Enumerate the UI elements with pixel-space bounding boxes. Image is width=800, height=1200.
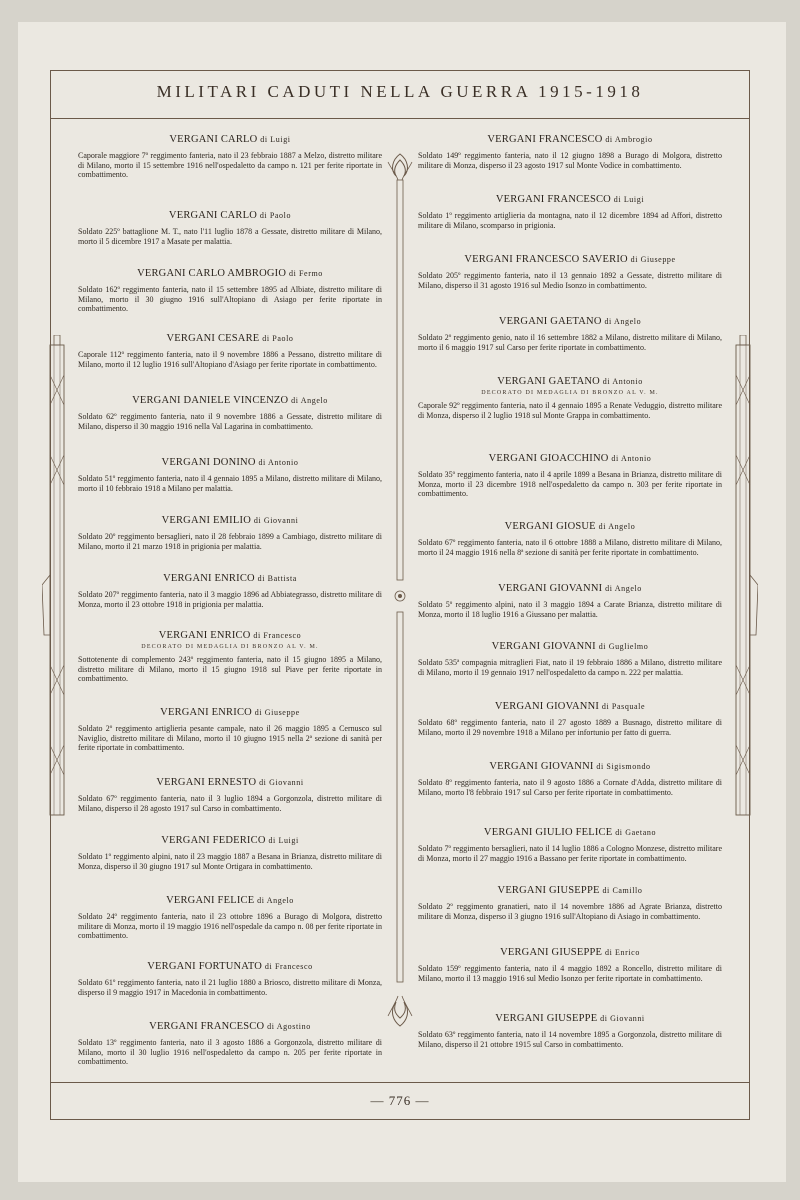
header-rule	[50, 118, 750, 119]
soldier-name	[418, 947, 722, 958]
soldier-entry	[78, 895, 382, 961]
soldier-surname: VERGANI GIOACCHINO	[488, 453, 609, 464]
soldier-entry	[78, 630, 382, 707]
soldier-patronymic: di Paolo	[262, 334, 294, 343]
soldier-surname: VERGANI CARLO AMBROGIO	[137, 268, 287, 279]
soldier-surname: VERGANI ENRICO	[163, 573, 255, 584]
soldier-description: Soldato 2º reggimento granatieri, nato il 14 novembre 1886 ad Agrate Brianza, distretto militare di Monza, disperso il 3 giugno 1916 sull'Altopiano di Asiago in combattimento.	[418, 902, 722, 921]
soldier-surname: VERGANI GIOVANNI	[489, 761, 594, 772]
soldier-description: Soldato 225º battaglione M. T., nato l'11 luglio 1878 a Gessate, distretto militare di Milano, morto il 5 dicembre 1917 a Masate per malattia.	[78, 227, 382, 246]
soldier-patronymic: di Francesco	[253, 631, 302, 640]
soldier-name	[418, 1013, 722, 1024]
soldier-description: Soldato 67º reggimento fanteria, nato il 6 ottobre 1888 a Milano, distretto militare di Milano, morto il 24 maggio 1916 nella 8ª sezione di sanità per ferite riportate in combattimento.	[418, 538, 722, 557]
soldier-patronymic: di Luigi	[260, 135, 291, 144]
soldier-patronymic: di Gaetano	[615, 828, 657, 837]
fasces-ornament-left	[42, 335, 72, 825]
soldier-name	[78, 210, 382, 221]
right-column	[418, 134, 722, 1069]
soldier-description: Soldato 51º reggimento fanteria, nato il 4 gennaio 1895 a Milano, distretto militare di Milano, morto il 10 febbraio 1918 a Milano per malattia.	[78, 474, 382, 493]
soldier-name	[78, 1021, 382, 1032]
soldier-description: Caporale 92º reggimento fanteria, nato il 4 gennaio 1895 a Renate Veduggio, distretto militare di Monza, disperso il 2 luglio 1918 sul Monte Grappa in combattimento.	[418, 401, 722, 420]
soldier-description: Soldato 35º reggimento fanteria, nato il 4 aprile 1899 a Besana in Brianza, distretto militare di Monza, morto il 23 dicembre 1918 nell'ospedaletto da campo n. 303 per ferite riportate in combattimento.	[418, 470, 722, 499]
soldier-entry	[78, 777, 382, 835]
soldier-surname: VERGANI ENRICO	[160, 707, 252, 718]
soldier-entry	[418, 701, 722, 761]
soldier-entry	[78, 835, 382, 895]
soldier-description: Caporale maggiore 7º reggimento fanteria, nato il 23 febbraio 1887 a Melzo, distretto militare di Milano, morto il 15 settembre 1916 nell'ospedaletto da campo n. 121 per ferite riportate in combattimento.	[78, 151, 382, 180]
soldier-entry	[418, 827, 722, 885]
soldier-name	[78, 134, 382, 145]
page-number: — 776 —	[370, 1093, 430, 1108]
soldier-entry	[78, 134, 382, 210]
soldier-surname: VERGANI GIUSEPPE	[497, 885, 600, 896]
soldier-surname: VERGANI FRANCESCO SAVERIO	[464, 254, 628, 265]
soldier-patronymic: di Paolo	[259, 211, 292, 220]
soldier-patronymic: di Francesco	[264, 962, 313, 971]
soldier-patronymic: di Giovanni	[253, 516, 299, 525]
soldier-description: Soldato 1º reggimento alpini, nato il 23 maggio 1887 a Besana in Brianza, distretto militare di Monza, disperso il 30 giugno 1917 sul Monte Ortigara in combattimento.	[78, 852, 382, 871]
soldier-entry	[78, 210, 382, 268]
soldier-description: Soldato 207º reggimento fanteria, nato il 3 maggio 1896 ad Abbiategrasso, distretto militare di Monza, morto il 23 ottobre 1918 in prigionia per malattia.	[78, 590, 382, 609]
soldier-surname: VERGANI GAETANO	[497, 376, 600, 387]
soldier-description: Soldato 1º reggimento artiglieria da montagna, nato il 12 dicembre 1894 ad Affori, distretto militare di Milano, scomparso in prigionia.	[418, 211, 722, 230]
soldier-entry	[418, 453, 722, 521]
soldier-name	[418, 641, 722, 652]
soldier-entry	[418, 254, 722, 316]
soldier-patronymic: di Giuseppe	[630, 255, 676, 264]
soldier-surname: VERGANI FRANCESCO	[495, 194, 611, 205]
soldier-name	[418, 701, 722, 712]
soldier-patronymic: di Camillo	[602, 886, 643, 895]
soldier-description: Soldato 68º reggimento fanteria, nato il 27 agosto 1889 a Busnago, distretto militare di Milano, morto il 29 novembre 1918 a Milano per infortunio per fatto di guerra.	[418, 718, 722, 737]
soldier-name	[78, 573, 382, 584]
soldier-surname: VERGANI GIOVANNI	[498, 583, 603, 594]
soldier-patronymic: di Antonio	[602, 377, 643, 386]
soldier-name	[418, 583, 722, 594]
soldier-description: Soldato 62º reggimento fanteria, nato il 9 novembre 1886 a Gessate, distretto militare di Milano, disperso il 30 maggio 1916 nella Val Lagarina in combattimento.	[78, 412, 382, 431]
soldier-surname: VERGANI FEDERICO	[161, 835, 266, 846]
soldier-entry	[78, 707, 382, 777]
soldier-description: Soldato 2º reggimento artiglieria pesante campale, nato il 26 maggio 1895 a Cernusco sul Naviglio, distretto militare di Milano, morto il 10 giugno 1915 nella 2ª sezione di sanità per ferite riportate in combattimento.	[78, 724, 382, 753]
soldier-name	[78, 395, 382, 406]
soldier-entry	[418, 134, 722, 194]
soldier-name	[418, 521, 722, 532]
soldier-name	[418, 827, 722, 838]
soldier-patronymic: di Giuseppe	[254, 708, 300, 717]
soldier-surname: VERGANI DANIELE VINCENZO	[132, 395, 289, 406]
soldier-name	[78, 835, 382, 846]
soldier-entry	[418, 376, 722, 453]
soldier-description: Soldato 159º reggimento fanteria, nato il 4 maggio 1892 a Roncello, distretto militare di Milano, morto il 13 maggio 1916 sul Medio Isonzo per ferite riportate in combattimento.	[418, 964, 722, 983]
soldier-surname: VERGANI CARLO	[168, 210, 257, 221]
soldier-surname: VERGANI GIUSEPPE	[500, 947, 603, 958]
soldier-entry	[78, 515, 382, 573]
soldier-description: Soldato 5º reggimento alpini, nato il 3 maggio 1894 a Carate Brianza, distretto militare di Monza, morto il 18 luglio 1916 a Giussano per malattia.	[418, 600, 722, 619]
page-title: MILITARI CADUTI NELLA GUERRA 1915-1918	[156, 82, 644, 101]
soldier-patronymic: di Fermo	[288, 269, 323, 278]
soldier-entry	[418, 885, 722, 947]
soldier-name	[78, 707, 382, 718]
soldier-name	[418, 885, 722, 896]
left-column	[78, 134, 382, 1085]
soldier-surname: VERGANI FRANCESCO	[487, 134, 603, 145]
soldier-patronymic: di Angelo	[291, 396, 328, 405]
soldier-description: Soldato 67º reggimento fanteria, nato il 3 luglio 1894 a Gorgonzola, distretto militare di Milano, disperso il 28 agosto 1917 sul Carso in combattimento.	[78, 794, 382, 813]
soldier-entry	[418, 641, 722, 701]
soldier-name	[418, 453, 722, 464]
soldier-entry	[78, 457, 382, 515]
soldier-description: Soldato 149º reggimento fanteria, nato il 12 giugno 1898 a Burago di Molgora, distretto militare di Monza, disperso il 23 agosto 1917 sul Monte Vodice in combattimento.	[418, 151, 722, 170]
soldier-description: Soldato 61º reggimento fanteria, nato il 21 luglio 1880 a Briosco, distretto militare di Monza, disperso il 9 maggio 1917 in Macedonia in combattimento.	[78, 978, 382, 997]
soldier-patronymic: di Angelo	[604, 317, 642, 326]
central-divider-ornament	[386, 150, 414, 1030]
soldier-patronymic: di Agostino	[267, 1022, 311, 1031]
soldier-name	[78, 457, 382, 468]
soldier-decoration: DECORATO DI MEDAGLIA DI BRONZO AL V. M.	[481, 390, 659, 396]
soldier-patronymic: di Luigi	[268, 836, 299, 845]
soldier-patronymic: di Angelo	[605, 584, 642, 593]
soldier-name	[78, 333, 382, 344]
fasces-ornament-right	[728, 335, 758, 825]
soldier-name	[418, 761, 722, 772]
soldier-description: Sottotenente di complemento 243º reggimento fanteria, nato il 15 giugno 1895 a Milano, distretto militare di Milano, morto il 15 giugno 1918 sul Piave per ferite riportate in combattimento.	[78, 655, 382, 684]
soldier-patronymic: di Guglielmo	[598, 642, 649, 651]
soldier-surname: VERGANI GAETANO	[498, 316, 602, 327]
soldier-surname: VERGANI FRANCESCO	[149, 1021, 265, 1032]
soldier-name	[418, 194, 722, 205]
soldier-description: Soldato 205º reggimento fanteria, nato il 13 gennaio 1892 a Gessate, distretto militare di Milano, disperso il 31 agosto 1916 sul Medio Isonzo in combattimento.	[418, 271, 722, 290]
soldier-surname: VERGANI GIOSUÈ	[504, 521, 596, 532]
soldier-surname: VERGANI ERNESTO	[156, 777, 257, 788]
soldier-name	[78, 630, 382, 641]
soldier-description: Soldato 24º reggimento fanteria, nato il 23 ottobre 1896 a Burago di Molgora, distretto militare di Monza, morto il 19 maggio 1916 nell'ospedale da campo n. 08 per ferite riportate in combattimento.	[78, 912, 382, 941]
soldier-description: Soldato 8º reggimento fanteria, nato il 9 agosto 1886 a Cornate d'Adda, distretto militare di Milano, morto l'8 febbraio 1917 sul Carso per ferite riportate in combattimento.	[418, 778, 722, 797]
soldier-entry	[418, 521, 722, 583]
soldier-description: Soldato 162º reggimento fanteria, nato il 15 settembre 1895 ad Albiate, distretto militare di Milano, morto il 30 giugno 1916 sull'Altopiano di Asiago per ferite riportate in combattimento.	[78, 285, 382, 314]
soldier-description: Soldato 535ª compagnia mitraglieri Fiat, nato il 19 febbraio 1886 a Milano, distretto militare di Milano, morto il 19 gennaio 1917 nell'ospedaletto da campo n. 222 per malattia.	[418, 658, 722, 677]
soldier-description: Soldato 2º reggimento genio, nato il 16 settembre 1882 a Milano, distretto militare di Milano, morto il 6 maggio 1917 sul Carso per ferite riportate in combattimento.	[418, 333, 722, 352]
soldier-entry	[78, 1021, 382, 1085]
soldier-entry	[78, 268, 382, 333]
soldier-name	[78, 515, 382, 526]
soldier-surname: VERGANI GIOVANNI	[494, 701, 600, 712]
soldier-description: Soldato 20º reggimento bersaglieri, nato il 28 febbraio 1899 a Cambiago, distretto militare di Milano, morto il 21 marzo 1918 in prigionia per malattia.	[78, 532, 382, 551]
soldier-description: Caporale 112º reggimento fanteria, nato il 9 novembre 1886 a Pessano, distretto militare di Milano, morto il 12 luglio 1916 sull'Altopiano d'Asiago per ferite riportate in combattimento.	[78, 350, 382, 369]
soldier-entry	[78, 573, 382, 630]
soldier-decoration: DECORATO DI MEDAGLIA DI BRONZO AL V. M.	[141, 644, 319, 650]
soldier-patronymic: di Antonio	[611, 454, 652, 463]
soldier-name	[418, 134, 722, 145]
soldier-entry	[78, 333, 382, 395]
soldier-surname: VERGANI GIOVANNI	[491, 641, 596, 652]
soldier-entry	[78, 395, 382, 457]
soldier-entry	[418, 583, 722, 641]
soldier-name	[78, 268, 382, 279]
soldier-surname: VERGANI EMILIO	[161, 515, 251, 526]
soldier-description: Soldato 13º reggimento fanteria, nato il 3 agosto 1886 a Gorgonzola, distretto militare di Milano, morto il 30 luglio 1916 nell'ospedaletto da campo n. 205 per ferite riportate in combattimento.	[78, 1038, 382, 1067]
soldier-entry	[418, 1013, 722, 1069]
soldier-patronymic: di Ambrogio	[605, 135, 653, 144]
soldier-name	[418, 254, 722, 265]
soldier-name	[78, 961, 382, 972]
soldier-name	[418, 376, 722, 387]
soldier-entry	[418, 194, 722, 254]
soldier-surname: VERGANI CARLO	[169, 134, 258, 145]
soldier-patronymic: di Pasquale	[601, 702, 646, 711]
soldier-patronymic: di Antonio	[258, 458, 299, 467]
soldier-entry	[418, 947, 722, 1013]
soldier-patronymic: di Luigi	[613, 195, 645, 204]
soldier-patronymic: di Angelo	[257, 896, 294, 905]
soldier-name	[78, 895, 382, 906]
soldier-surname: VERGANI CESARE	[166, 333, 260, 344]
soldier-name	[78, 777, 382, 788]
soldier-patronymic: di Giovanni	[600, 1014, 645, 1023]
soldier-patronymic: di Giovanni	[259, 778, 304, 787]
soldier-surname: VERGANI DONINO	[161, 457, 256, 468]
soldier-surname: VERGANI FORTUNATO	[147, 961, 263, 972]
soldier-surname: VERGANI GIUSEPPE	[495, 1013, 598, 1024]
soldier-patronymic: di Angelo	[598, 522, 636, 531]
soldier-entry	[418, 316, 722, 376]
soldier-surname: VERGANI GIULIO FELICE	[483, 827, 613, 838]
soldier-entry	[418, 761, 722, 827]
soldier-surname: VERGANI ENRICO	[158, 630, 251, 641]
soldier-patronymic: di Sigismondo	[596, 762, 651, 771]
soldier-patronymic: di Enrico	[604, 948, 640, 957]
soldier-patronymic: di Battista	[257, 574, 297, 583]
soldier-description: Soldato 7º reggimento bersaglieri, nato il 14 luglio 1886 a Cologno Monzese, distretto militare di Monza, morto il 27 maggio 1916 a Bassano per ferite riportate in combattimento.	[418, 844, 722, 863]
soldier-name	[418, 316, 722, 327]
soldier-surname: VERGANI FELICE	[166, 895, 255, 906]
soldier-description: Soldato 63º reggimento fanteria, nato il 14 novembre 1895 a Gorgonzola, distretto militare di Milano, disperso il 21 ottobre 1915 sul Carso in combattimento.	[418, 1030, 722, 1049]
soldier-entry	[78, 961, 382, 1021]
